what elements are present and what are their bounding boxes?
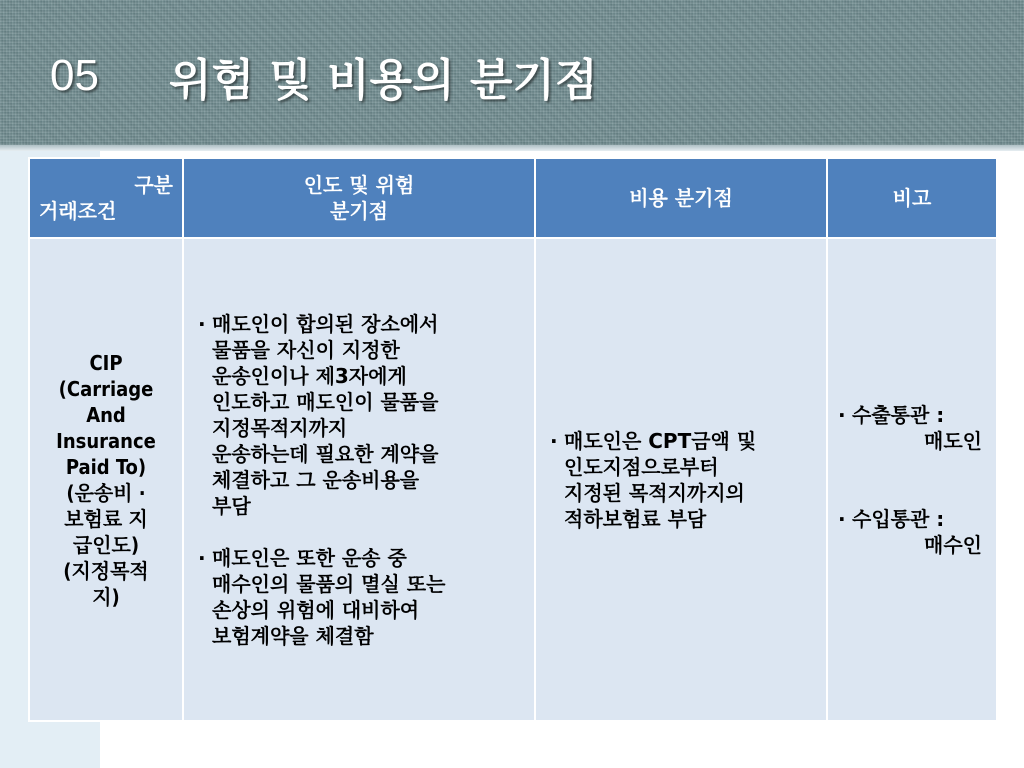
note-export-value: 매도인 [924, 428, 982, 453]
header-corner-top: 구분 [134, 173, 173, 197]
header-corner-bottom: 거래조건 [39, 199, 117, 223]
note-export-clearance [838, 402, 986, 428]
delivery-item-1 [198, 311, 524, 519]
note-import-value: 매수인 [924, 532, 982, 557]
banner-divider [0, 145, 1024, 151]
comparison-table [28, 157, 998, 722]
header-delivery-risk [183, 158, 535, 238]
cost-item [550, 428, 816, 532]
cost-point-cell [535, 238, 827, 721]
table-header-row [29, 158, 997, 238]
header-cost-point: 비용 분기점 [535, 158, 827, 238]
header-note: 비고 [827, 158, 997, 238]
delivery-risk-cell [183, 238, 535, 721]
delivery-item-1-text: 매도인이 합의된 장소에서 물품을 자신이 지정한 운송인이나 제3자에게 인도하고 매도인이 물품을 지정목적지까지 운송하는데 필요한 계약을 체결하고 그 운송비용을 부담 [212, 311, 439, 518]
table-row [29, 238, 997, 721]
slide-number: 05 [50, 51, 99, 100]
delivery-item-2 [198, 545, 524, 649]
header-delivery-risk-label: 인도 및 위험 분기점 [303, 173, 415, 223]
note-export-label: 수출통관 : [852, 402, 945, 427]
trade-condition-cell [29, 238, 183, 721]
note-import-label: 수입통관 : [852, 506, 945, 531]
slide-title: 위험 및 비용의 분기점 [168, 55, 598, 106]
cost-item-text: 매도인은 CPT금액 및 인도지점으로부터 지정된 목적지까지의 적하보험료 부담 [564, 428, 757, 531]
note-import-clearance [838, 506, 986, 532]
bullet-icon: · [198, 545, 206, 570]
page-title [50, 46, 597, 106]
header-corner [29, 158, 183, 238]
bullet-icon: · [838, 402, 846, 427]
note-cell [827, 238, 997, 721]
bullet-icon: · [838, 506, 846, 531]
bullet-icon: · [198, 311, 206, 336]
delivery-item-2-text: 매도인은 또한 운송 중 매수인의 물품의 멸실 또는 손상의 위험에 대비하여 보험계약을 체결함 [212, 545, 446, 648]
trade-condition-text: CIP (Carriage And Insurance Paid To) (운송비 · 보험료 지 급인도) (지정목적 지) [56, 350, 156, 609]
bullet-icon: · [550, 428, 558, 453]
